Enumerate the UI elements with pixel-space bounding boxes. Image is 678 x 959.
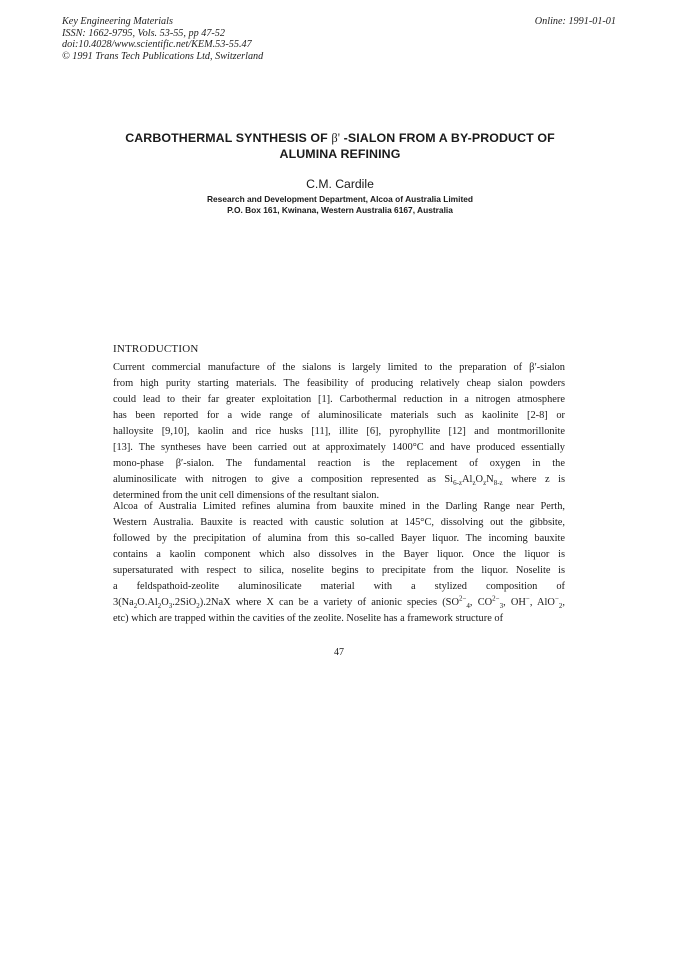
title-line-1: CARBOTHERMAL SYNTHESIS OF β' -SIALON FROM A BY-PRODUCT OF	[125, 131, 555, 145]
title-line-2: ALUMINA REFINING	[279, 147, 401, 161]
text-line: followed by the precipitation of alumina from this so-called Bayer liquor. The incoming bauxite	[113, 533, 565, 544]
journal-header	[62, 16, 263, 62]
paragraph-2	[113, 499, 565, 627]
affiliation-line-1: Research and Development Department, Alcoa of Australia Limited	[206, 194, 474, 204]
paper-title	[70, 130, 610, 162]
section-heading: INTRODUCTION	[113, 343, 199, 355]
formula-line: $3(Na_2O.Al_2O_3.2SiO_2).2NaX$ where X can be a variety of anionic species ($SO^{2-}_4$, $CO^{2-}_3$, OH−, AlO−$_2$,	[113, 594, 565, 611]
text-line: Current commercial manufacture of the sialons is largely limited to the preparation of β′-sialon	[113, 362, 565, 373]
paragraph-1	[113, 360, 565, 504]
copyright-line: © 1991 Trans Tech Publications Ltd, Switzerland	[62, 50, 264, 62]
author-name: C.M. Cardile	[306, 177, 374, 191]
text-line: mono-phase β′-sialon. The fundamental reaction is the replacement of oxygen in the	[113, 458, 565, 469]
text-line: etc) which are trapped within the cavities of the zeolite. Noselite has a framework structure of	[113, 613, 504, 624]
text-line: Alcoa of Australia Limited refines alumina from bauxite mined in the Darling Range near Perth,	[113, 501, 565, 512]
text-line: a feldspathoid-zeolite aluminosilicate material with a stylized composition of	[113, 581, 565, 592]
doi-line: doi:10.4028/www.scientific.net/KEM.53-55.47	[62, 39, 252, 51]
text-line: supersaturated with respect to silica, noselite begins to precipitate from the liquor. Noselite is	[113, 565, 565, 576]
formula-line: aluminosilicate with nitrogen to give a composition represented as $Si_{6-z}Al_zO_zN_{8-z}$ where z is	[113, 474, 566, 488]
issn-line: ISSN: 1662-9795, Vols. 53-55, pp 47-52	[62, 27, 225, 39]
text-line: could lead to their far greater exploitation [1]. Carbothermal reduction in a nitrogen atmosphere	[113, 394, 565, 405]
page-number: 47	[334, 647, 344, 658]
text-line: determined from the unit cell dimensions of the resultant sialon.	[113, 490, 380, 501]
text-line: has been reported for a wide range of aluminosilicate materials such as kaolinite [2-8] or	[113, 410, 565, 421]
online-date: Online: 1991-01-01	[534, 16, 616, 27]
affiliation	[70, 194, 610, 216]
text-line: from high purity starting materials. The feasibility of producing relatively cheap sialon powders	[113, 378, 565, 389]
text-line: [13]. The syntheses have been carried out at approximately 1400°C and have produced essentially	[113, 442, 565, 453]
text-line: contains a kaolin component which also dissolves in the Bayer liquor. Once the liquor is	[113, 549, 565, 560]
journal-name: Key Engineering Materials	[62, 16, 173, 27]
text-line: halloysite [9,10], kaolin and rice husks [11], illite [6], pyrophyllite [12] and montmorillonite	[113, 426, 565, 437]
text-line: Western Australia. Bauxite is reacted with caustic solution at 145°C, dissolving out the gibbsite,	[113, 517, 565, 528]
affiliation-line-2: P.O. Box 161, Kwinana, Western Australia 6167, Australia	[227, 205, 453, 215]
